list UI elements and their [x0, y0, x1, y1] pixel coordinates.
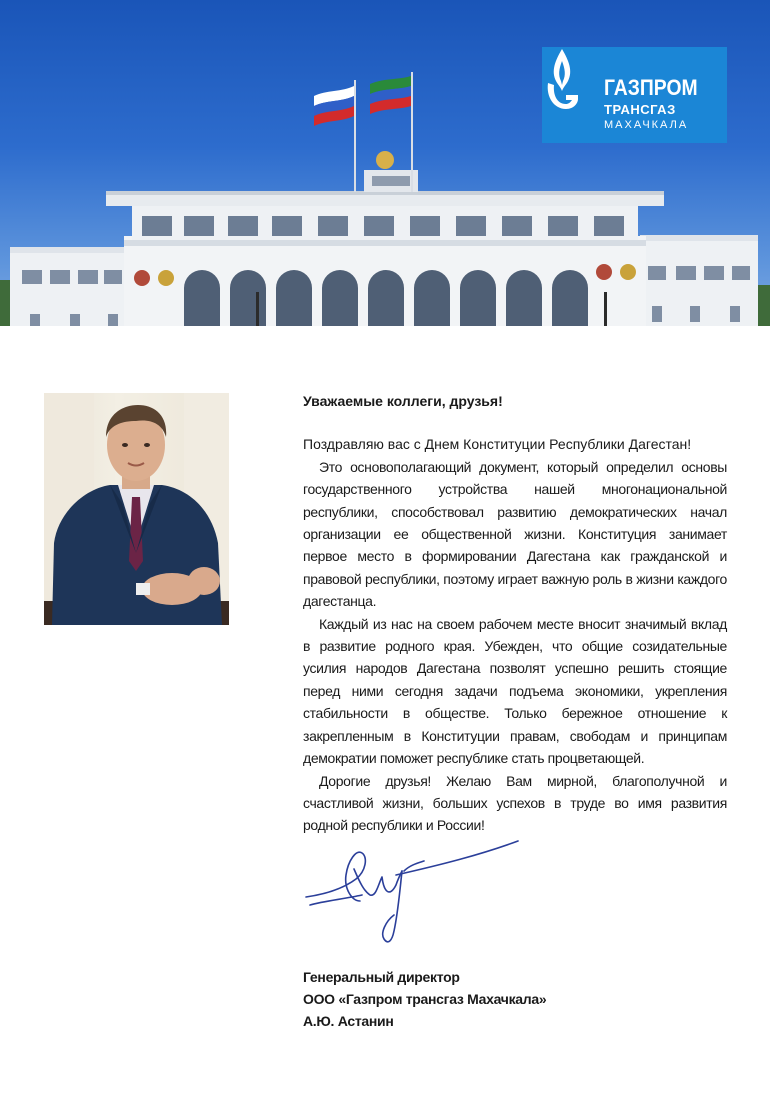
letter-paragraph-3: Каждый из нас на своем рабочем месте вносит значимый вклад в развитие родного края. Убежден, что общие созидательные усилия народов Дагестана позволят успешно решить стоящие перед ними сегодня задачи подъема экономики, укрепления стабильности в обществе. Только бережное отношение к закрепленным в Конституции правам, свободам и принципам демократии поможет республике стать процветающей.: [303, 615, 727, 767]
letter-paragraph-1: Поздравляю вас с Днем Конституции Республики Дагестан!: [303, 436, 692, 453]
letter-body: [303, 390, 727, 837]
letter-paragraph-4: Дорогие друзья! Желаю Вам мирной, благополучной и счастливой жизни, больших успехов в труде во имя развития родной республики и России!: [303, 772, 727, 834]
gazprom-flame-icon: [542, 47, 582, 113]
director-portrait: [44, 393, 229, 625]
logo-line-city: МАХАЧКАЛА: [604, 119, 689, 131]
header-photo: [0, 0, 770, 326]
logo-line-transgaz: ТРАНСГАЗ: [604, 102, 676, 117]
signatory-position: Генеральный директор: [303, 969, 460, 985]
signatory-company: ООО «Газпром трансгаз Махачкала»: [303, 991, 547, 1007]
logo-line-gazprom: ГАЗПРОМ: [604, 75, 698, 100]
gazprom-transgaz-logo: [542, 47, 727, 143]
signatory-block: [303, 966, 546, 1032]
letter-greeting: Уважаемые коллеги, друзья!: [303, 393, 503, 409]
letter-paragraph-2: Это основополагающий документ, который определил основы государственного устройства нашей многонациональной республики, способствовал развитию демократических начал организации ее общественной жизни. Конституция занимает первое место в формировании Дагестана как гражданской и правовой республики, поэтому играет важную роль в жизни каждого дагестанца.: [303, 458, 727, 610]
signatory-name: А.Ю. Астанин: [303, 1013, 394, 1029]
handwritten-signature: [300, 835, 530, 960]
